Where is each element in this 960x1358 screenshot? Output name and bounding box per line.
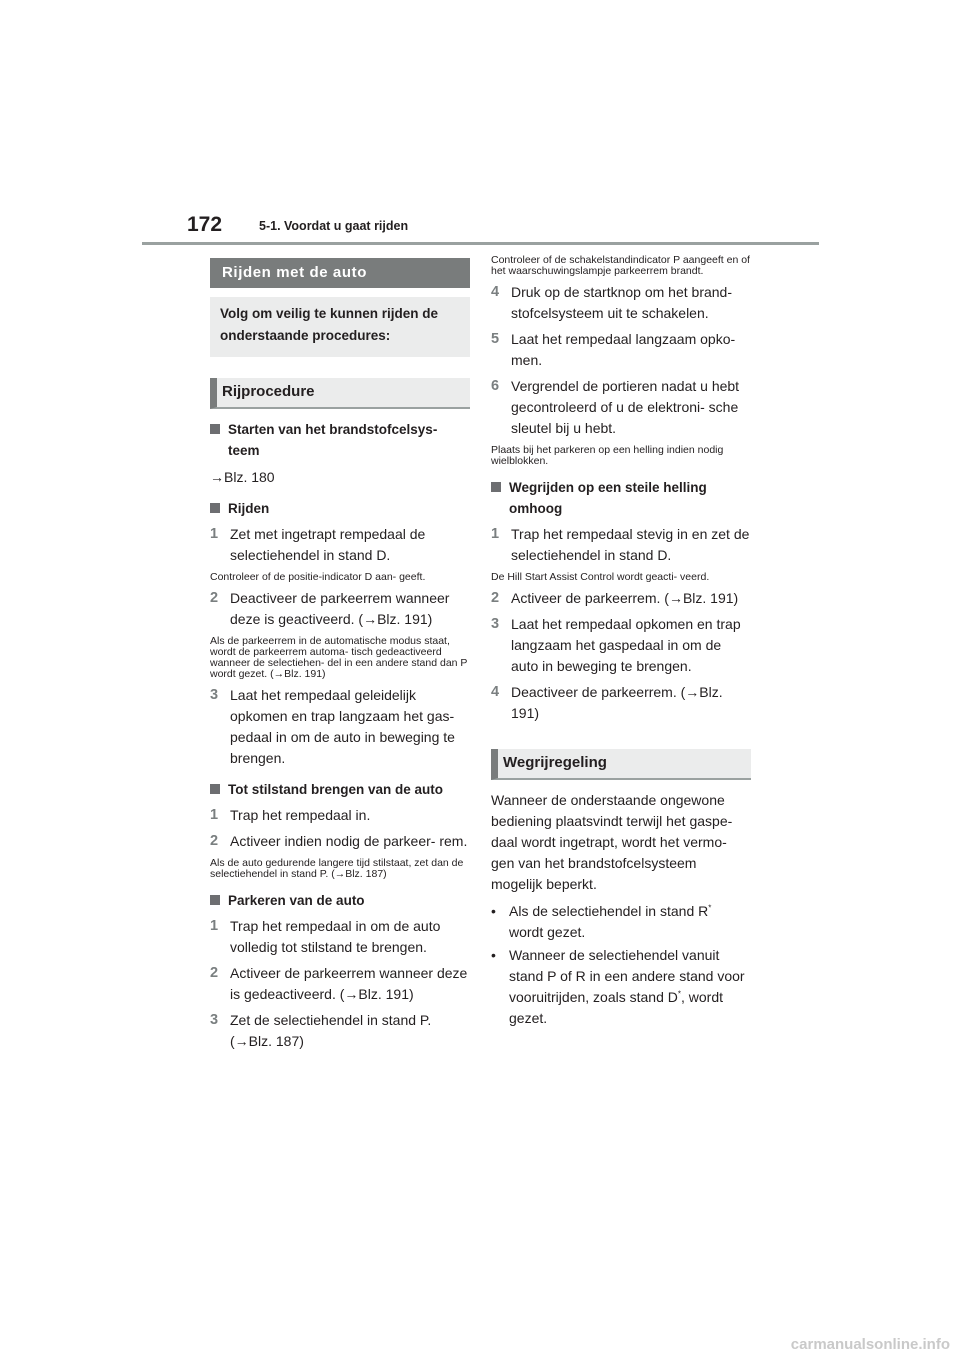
note-text: De Hill Start Assist Control wordt geacti- veerd. [491,571,710,583]
header-divider [142,242,819,245]
step-item [210,831,470,852]
note-text: Als de parkeerrem in de automatische modus staat, wordt de parkeerrem automa- tisch gedeactiveerd wanneer de selectiehen- del in een andere stand dan P wordt gezet. (→Blz. 191) [210,635,468,680]
step-item [210,805,470,826]
left-column [210,258,470,1052]
step-item [491,524,751,566]
note-text: Controleer of de schakelstandindicator P aangeeft en of het waarschuwingslampje parkeerrem brandt. [491,254,750,277]
bullet-text-part: Als de selectiehendel in stand R [509,903,709,919]
step-number: 3 [210,687,219,703]
section-title-bar: Rijden met de auto [210,258,470,288]
step-text: Deactiveer de parkeerrem wanneer deze is geactiveerd. (→Blz. 191) [230,590,450,627]
step-text: Vergrendel de portieren nadat u hebt gecontroleerd of u de elektroni- sche sleutel bij u hebt. [511,378,740,436]
bullet-text [509,901,751,943]
step-text: Laat het rempedaal opkomen en trap langzaam het gaspedaal in om de auto in beweging te brengen. [511,616,741,674]
step-number: 2 [210,833,219,849]
step-text: Zet de selectiehendel in stand P. (→Blz. 187) [230,1012,432,1049]
square-bullet-icon [210,784,220,794]
subsection-bar: Rijprocedure [210,378,470,409]
step-text: Activeer de parkeerrem. (→Blz. 191) [511,590,739,606]
square-bullet-icon [491,482,501,492]
step-text: Zet met ingetrapt rempedaal de selectiehendel in stand D. [230,526,426,563]
step-number: 6 [491,378,500,394]
step-text: Activeer indien nodig de parkeer- rem. [230,833,468,849]
section-title: 5-1. Voordat u gaat rijden [259,219,409,233]
heading-stopping [210,779,470,800]
heading-text: Wegrijden op een steile helling omhoog [509,480,707,516]
heading-text: Starten van het brandstofcelsys- teem [228,422,438,458]
step-item [491,614,751,677]
step-number: 4 [491,284,500,300]
step-number: 3 [491,616,500,632]
step-number: 1 [210,526,219,542]
step-number: 1 [210,918,219,934]
bullet-dot: • [491,947,496,963]
watermark: carmanualsonline.info [790,1336,950,1353]
bullet-item [491,945,751,1029]
right-column [491,255,751,1029]
bullet-item [491,901,751,943]
step-number: 5 [491,331,500,347]
heading-start-system [210,419,470,461]
page-reference: →Blz. 180 [210,469,275,485]
step-text: Trap het rempedaal in. [230,807,371,823]
heading-text: Tot stilstand brengen van de auto [228,782,444,797]
bullet-text-part: Wanneer de selectiehendel vanuit stand P of R in een andere stand voor vooruitrijden, zoals stand D [509,947,745,1005]
step-item [491,682,751,724]
page-number: 172 [187,213,223,236]
body-paragraph: Wanneer de onderstaande ongewone bediening plaatsvindt terwijl het gaspe- daal wordt ingetrapt, wordt het vermo- gen van het brandstofcelsysteem mogelijk beperkt. [491,792,733,892]
step-item [210,1010,470,1052]
heading-hill-start [491,477,751,519]
step-text: Druk op de startknop om het brand- stofcelsysteem uit te schakelen. [511,284,733,321]
step-item [210,916,470,958]
step-number: 1 [210,807,219,823]
step-item [210,524,470,566]
step-number: 2 [491,590,500,606]
step-item [491,376,751,439]
heading-driving [210,498,470,519]
step-item [210,685,470,769]
heading-parking [210,890,470,911]
bullet-dot: • [491,903,496,919]
note-text: Controleer of de positie-indicator D aan- geeft. [210,571,426,583]
footnote-mark: * [677,989,681,999]
heading-text: Parkeren van de auto [228,893,365,908]
step-item [491,588,751,609]
step-number: 2 [210,590,219,606]
step-text: Trap het rempedaal in om de auto volledig tot stilstand te brengen. [230,918,441,955]
bullet-text-part: wordt gezet. [509,924,586,940]
square-bullet-icon [210,895,220,905]
subsection-bar: Wegrijregeling [491,749,751,780]
note-text: Plaats bij het parkeren op een helling indien nodig wielblokken. [491,444,724,467]
step-number: 3 [210,1012,219,1028]
square-bullet-icon [210,503,220,513]
step-text: Laat het rempedaal geleidelijk opkomen en trap langzaam het gas- pedaal in om de auto in beweging te brengen. [230,687,455,766]
step-text: Deactiveer de parkeerrem. (→Blz. 191) [511,684,723,721]
intro-box: Volg om veilig te kunnen rijden de onderstaande procedures: [210,297,470,357]
square-bullet-icon [210,424,220,434]
step-text: Activeer de parkeerrem wanneer deze is gedeactiveerd. (→Blz. 191) [230,965,468,1002]
bullet-text [509,945,751,1029]
bullet-text-part: , wordt gezet. [509,989,724,1026]
step-item [210,963,470,1005]
step-item [491,329,751,371]
step-item [491,282,751,324]
step-text: Trap het rempedaal stevig in en zet de selectiehendel in stand D. [511,526,750,563]
step-number: 1 [491,526,500,542]
step-item [210,588,470,630]
step-number: 2 [210,965,219,981]
footnote-mark: * [708,903,712,913]
note-text: Als de auto gedurende langere tijd stilstaat, zet dan de selectiehendel in stand P. (→Blz. 187) [210,857,464,880]
heading-text: Rijden [228,501,270,516]
step-text: Laat het rempedaal langzaam opko- men. [511,331,736,368]
step-number: 4 [491,684,500,700]
